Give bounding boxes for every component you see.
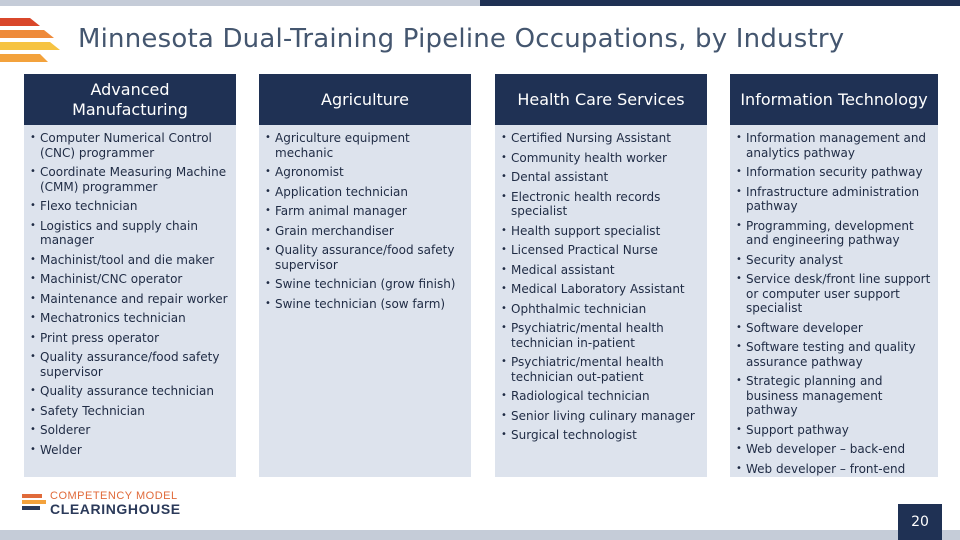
- list-item: • Swine technician (sow farm): [265, 297, 465, 312]
- competency-model-clearinghouse-logo: [22, 490, 181, 520]
- list-item: • Information management and analytics pathway: [736, 131, 932, 160]
- list-item: • Farm animal manager: [265, 204, 465, 219]
- list-item: • Software testing and quality assurance pathway: [736, 340, 932, 369]
- list-item: • Security analyst: [736, 253, 932, 268]
- list-item: • Software developer: [736, 321, 932, 336]
- occupation-list: [730, 125, 938, 476]
- list-item: • Computer Numerical Control (CNC) programmer: [30, 131, 230, 160]
- list-item: • Application technician: [265, 185, 465, 200]
- list-item: • Coordinate Measuring Machine (CMM) programmer: [30, 165, 230, 194]
- column-heading: Agriculture: [259, 74, 471, 125]
- list-item: • Solderer: [30, 423, 230, 438]
- list-item: • Welder: [30, 443, 230, 458]
- list-item: • Psychiatric/mental health technician in-patient: [501, 321, 701, 350]
- logo-line-1: COMPETENCY MODEL: [50, 490, 178, 502]
- occupation-list: [24, 125, 236, 457]
- list-item: • Web developer – front-end: [736, 462, 932, 477]
- list-item: • Grain merchandiser: [265, 224, 465, 239]
- decorative-stripes-icon: [0, 14, 60, 70]
- list-item: • Quality assurance/food safety supervisor: [30, 350, 230, 379]
- list-item: • Strategic planning and business management pathway: [736, 374, 932, 418]
- list-item: • Web developer – back-end: [736, 442, 932, 457]
- list-item: • Quality assurance/food safety supervisor: [265, 243, 465, 272]
- page-number: 20: [898, 504, 942, 540]
- list-item: • Ophthalmic technician: [501, 302, 701, 317]
- list-item: • Surgical technologist: [501, 428, 701, 443]
- logo-stripes-icon: [22, 492, 46, 514]
- top-accent-bar-dark: [480, 0, 960, 6]
- list-item: • Health support specialist: [501, 224, 701, 239]
- column-heading: Health Care Services: [495, 74, 707, 125]
- list-item: • Maintenance and repair worker: [30, 292, 230, 307]
- list-item: • Medical assistant: [501, 263, 701, 278]
- occupation-list: [259, 125, 471, 311]
- column-advanced-manufacturing: [24, 74, 236, 477]
- logo-line-2: CLEARINGHOUSE: [50, 501, 181, 517]
- list-item: • Mechatronics technician: [30, 311, 230, 326]
- occupation-list: [495, 125, 707, 443]
- list-item: • Infrastructure administration pathway: [736, 185, 932, 214]
- list-item: • Radiological technician: [501, 389, 701, 404]
- list-item: • Electronic health records specialist: [501, 190, 701, 219]
- list-item: • Swine technician (grow finish): [265, 277, 465, 292]
- list-item: • Quality assurance technician: [30, 384, 230, 399]
- column-heading: Advanced Manufacturing: [24, 74, 236, 125]
- column-health-care-services: [495, 74, 707, 477]
- list-item: • Certified Nursing Assistant: [501, 131, 701, 146]
- bottom-accent-bar: [0, 530, 960, 540]
- list-item: • Community health worker: [501, 151, 701, 166]
- slide-title: Minnesota Dual-Training Pipeline Occupations, by Industry: [78, 24, 845, 54]
- column-heading: Information Technology: [730, 74, 938, 125]
- list-item: • Agronomist: [265, 165, 465, 180]
- list-item: • Medical Laboratory Assistant: [501, 282, 701, 297]
- list-item: • Information security pathway: [736, 165, 932, 180]
- list-item: • Agriculture equipment mechanic: [265, 131, 465, 160]
- list-item: • Machinist/CNC operator: [30, 272, 230, 287]
- list-item: • Machinist/tool and die maker: [30, 253, 230, 268]
- list-item: • Service desk/front line support or computer user support specialist: [736, 272, 932, 316]
- column-information-technology: [730, 74, 938, 477]
- list-item: • Psychiatric/mental health technician out-patient: [501, 355, 701, 384]
- list-item: • Licensed Practical Nurse: [501, 243, 701, 258]
- list-item: • Flexo technician: [30, 199, 230, 214]
- list-item: • Dental assistant: [501, 170, 701, 185]
- column-agriculture: [259, 74, 471, 477]
- list-item: • Support pathway: [736, 423, 932, 438]
- list-item: • Print press operator: [30, 331, 230, 346]
- list-item: • Logistics and supply chain manager: [30, 219, 230, 248]
- list-item: • Safety Technician: [30, 404, 230, 419]
- list-item: • Senior living culinary manager: [501, 409, 701, 424]
- list-item: • Programming, development and engineering pathway: [736, 219, 932, 248]
